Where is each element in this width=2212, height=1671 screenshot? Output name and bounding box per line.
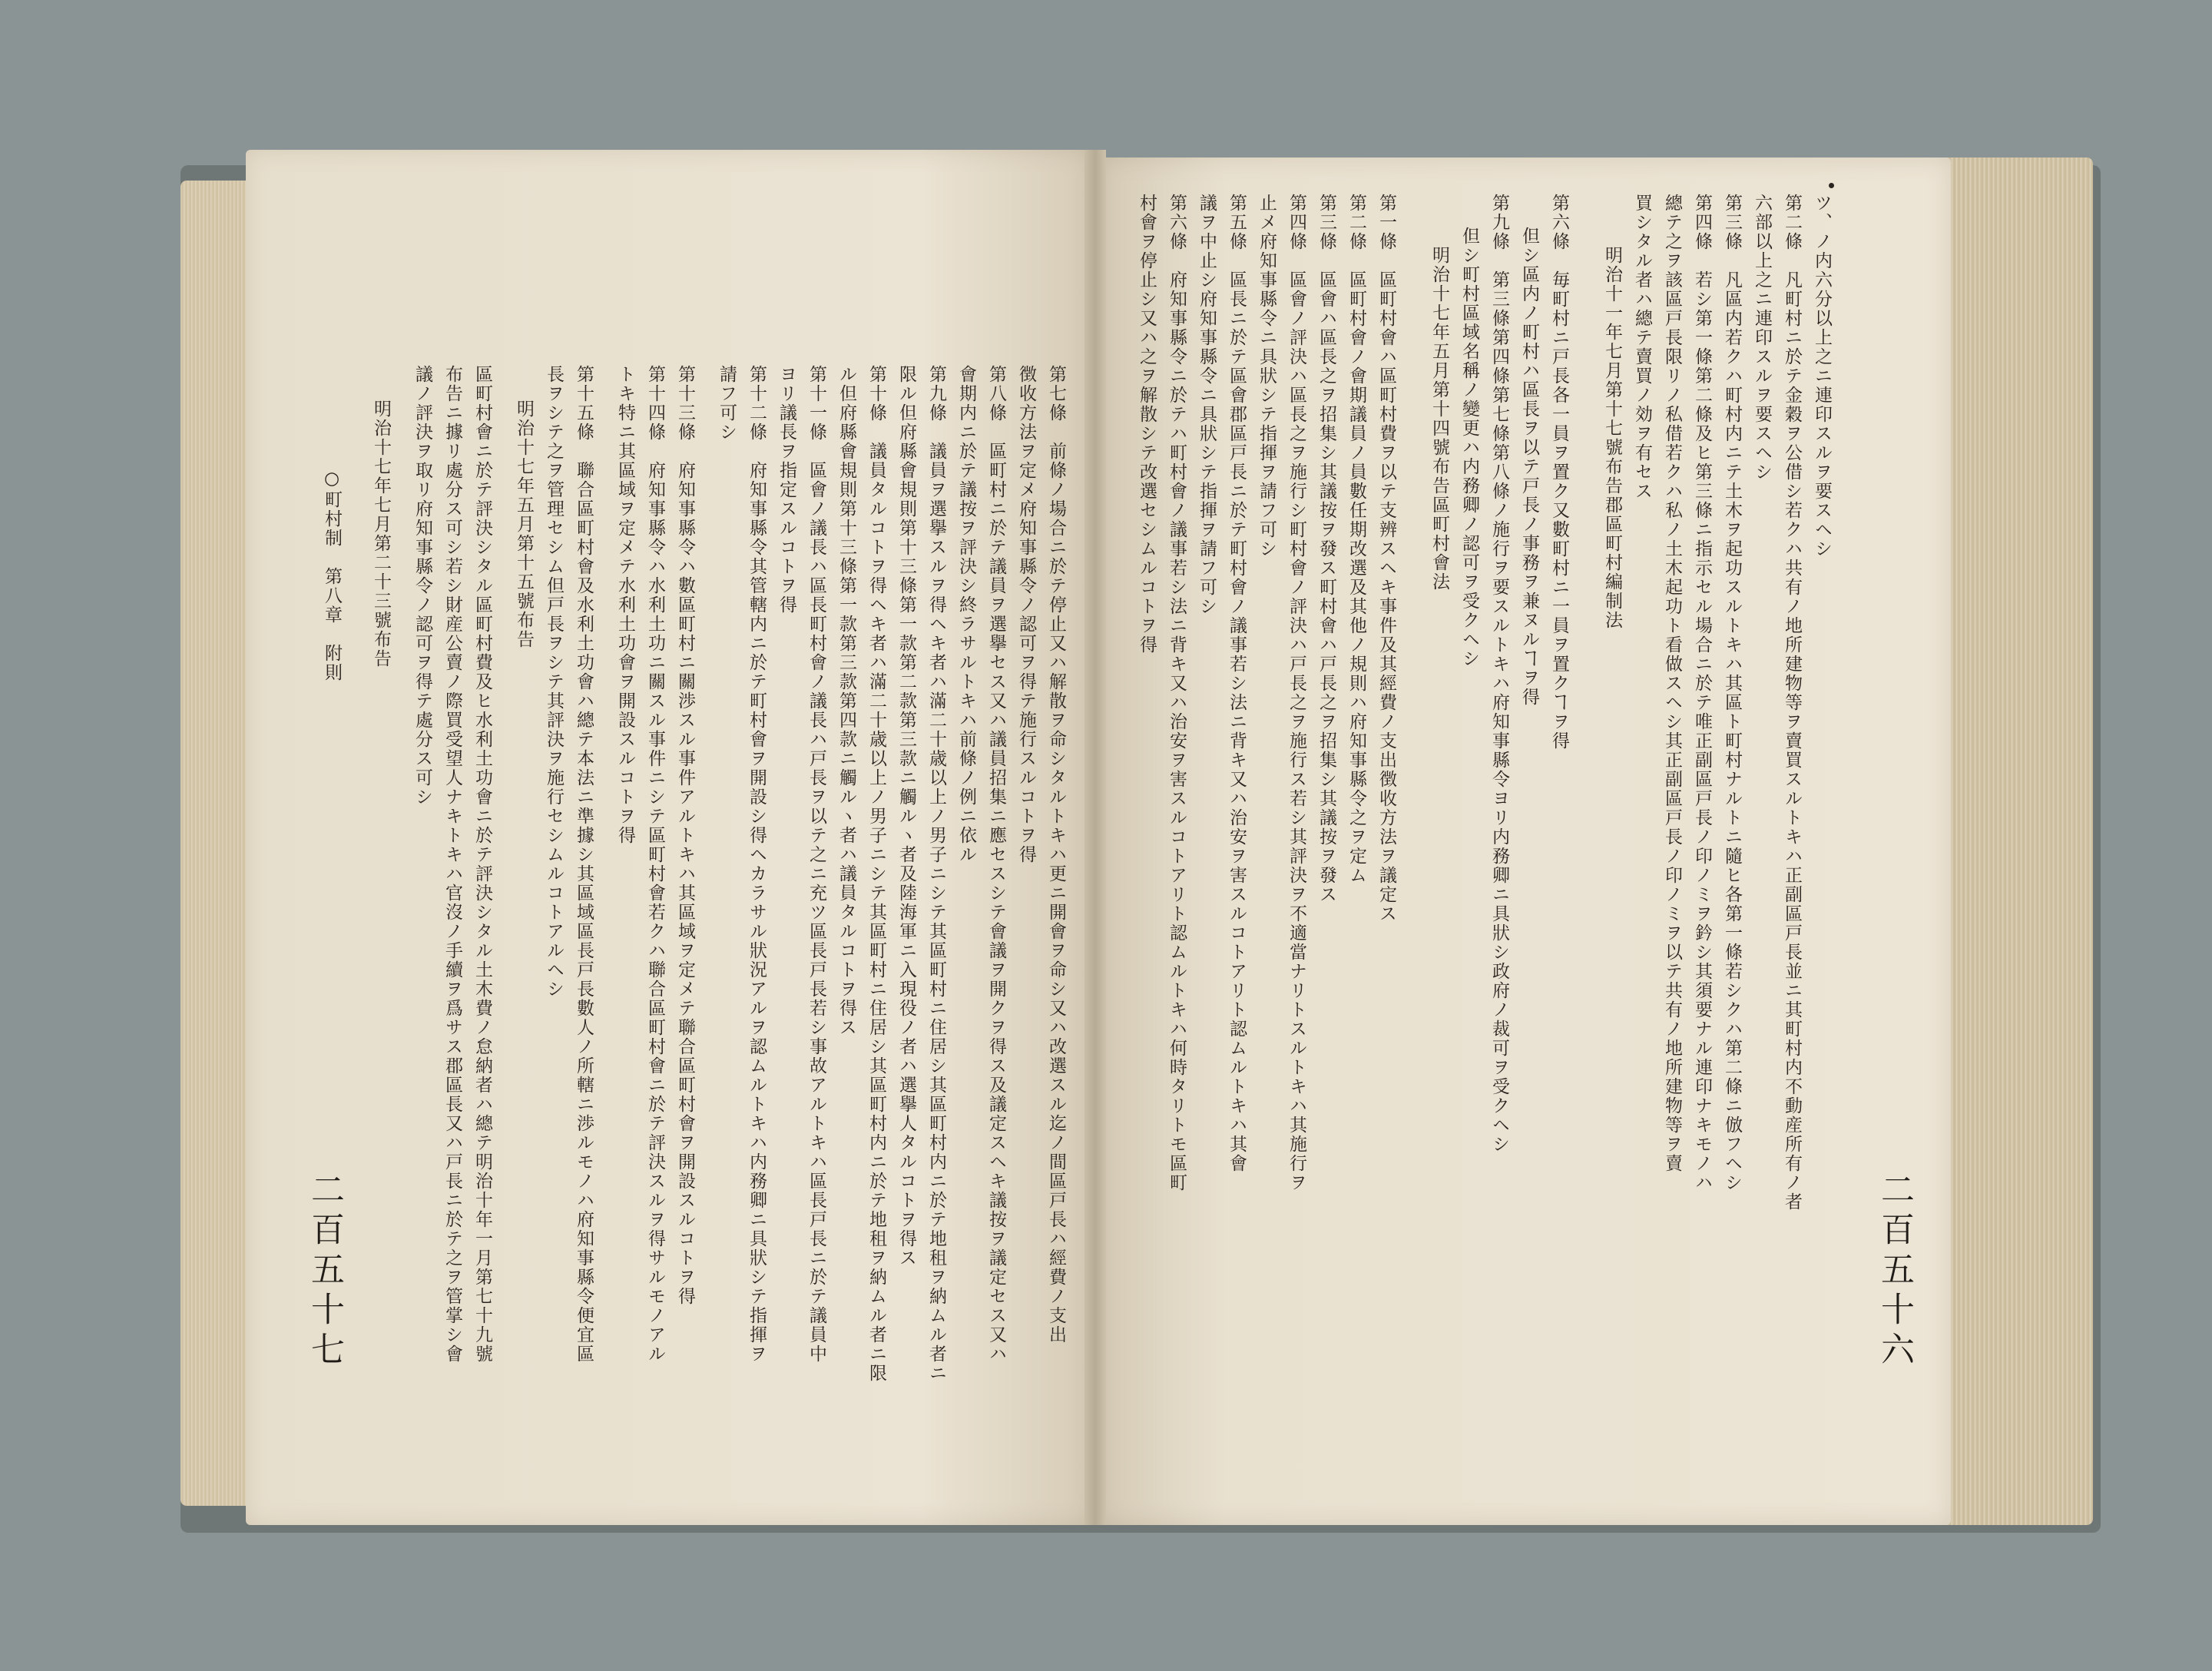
right-line-16: 第三條 區會ハ區長之ヲ招集シ其議按ヲ發ス町村會ハ戸長之ヲ招集シ其議按ヲ發ス <box>1316 194 1336 904</box>
left-line-6: 限ル但府縣會規則第十三條第一款第二款第三款ニ觸ルヽ者及陸海軍ニ入現役ノ者ハ選擧人タルコトヲ得ス <box>896 365 916 1268</box>
right-line-22: 村會ヲ停止シ又ハ之ヲ解散シテ改選セシムルコトヲ得 <box>1137 194 1157 655</box>
right-line-9: 第六條 毎町村ニ戸長各一員ヲ置ク又數町村ニ一員ヲ置クヿヲ得 <box>1549 194 1569 751</box>
left-line-19: 區町村會ニ於テ評決シタル區町村費及ヒ水利土功會ニ於テ評決シタル土木費ノ怠納者ハ總テ明治十年一月第七十九號 <box>472 365 492 1364</box>
print-mark <box>1829 183 1834 188</box>
left-line-7: 第十條 議員タルコトヲ得ヘキ者ハ滿二十歳以上ノ男子ニシテ其區町村ニ住居シ其區町村内ニ於テ地租ヲ納ムル者ニ限 <box>866 365 886 1383</box>
left-line-4: 會期内ニ於テ議按ヲ評決シ終ラサルトキハ前條ノ例ニ依ル <box>956 365 976 864</box>
right-line-18: 止メ府知事縣令ニ具狀シテ指揮ヲ請フ可シ <box>1257 194 1277 559</box>
left-line-16: 第十五條 聯合區町村會及水利土功會ハ總テ本法ニ準據シ其區域區長戸長數人ノ所轄ニ渉ルモノハ府知事縣令便宜區 <box>574 365 594 1364</box>
left-page-edges <box>180 181 253 1506</box>
left-line-11: 第十二條 府知事縣令其管轄内ニ於テ町村會ヲ開設シ得ヘカラサル狀況アルヲ認ムルトキハ内務卿ニ具狀シテ指揮ヲ <box>747 365 767 1364</box>
right-line-15: 第二條 區町村會ノ會期議員ノ員數任期改選及其他ノ規則ハ府知事縣令之ヲ定ム <box>1346 194 1366 885</box>
left-page-number: 二百五十七 <box>305 1172 344 1371</box>
right-page-edges <box>1943 157 2093 1525</box>
right-line-14: 第一條 區町村會ハ區町村費ヲ以テ支辨スヘキ事件及其經費ノ支出徴收方法ヲ議定ス <box>1376 194 1396 923</box>
left-line-5: 第九條 議員ヲ選擧スルヲ得ヘキ者ハ滿二十歳以上ノ男子ニシテ其區町村ニ住居シ其區町村内ニ於テ地租ヲ納ムル者ニ <box>926 365 946 1383</box>
right-line-8: 明治十一年七月第十七號布告郡區町村編制法 <box>1602 246 1622 630</box>
left-line-13: 第十三條 府知事縣令ハ數區町村ニ關渉スル事件アルトキハ其區域ヲ定メテ聯合區町村會ヲ開設スルコトヲ得 <box>675 365 695 1306</box>
left-line-14: 第十四條 府知事縣令ハ水利土功ニ關スル事件ニシテ區町村會若クハ聯合區町村會ニ於テ評決スルヲ得サルモノアル <box>645 365 665 1364</box>
left-line-17: 長ヲシテ之ヲ管理セシム但戸長ヲシテ其評決ヲ施行セシムルコトアルヘシ <box>544 365 564 999</box>
right-line-13: 明治十七年五月第十四號布告區町村會法 <box>1429 246 1449 592</box>
left-line-12: 請フ可シ <box>717 365 737 442</box>
right-line-11: 第九條 第三條第四條第七條第八條ノ施行ヲ要スルトキハ府知事縣令ヨリ内務卿ニ具狀シ政府ノ裁可ヲ受クヘシ <box>1489 194 1509 1154</box>
left-line-20: 布告ニ據リ處分ス可シ若シ財産公賣ノ際買受望人ナキトキハ官沒ノ手續ヲ爲サス郡區長又ハ戸長ニ於テ之ヲ管掌シ會 <box>442 365 462 1364</box>
left-line-8: ル但府縣會規則第十三條第一款第三款第四款ニ觸ルヽ者ハ議員タルコトヲ得ス <box>836 365 856 1037</box>
left-line-1: 第七條 前條ノ場合ニ於テ停止又ハ解散ヲ命シタルトキハ更ニ開會ヲ命シ又ハ改選スル迄ノ間區戸長ハ經費ノ支出 <box>1046 365 1066 1344</box>
right-page-number: 二百五十六 <box>1875 1172 1914 1371</box>
left-line-2: 徴收方法ヲ定メ府知事縣令ノ認可ヲ得テ施行スルコトヲ得 <box>1016 365 1036 864</box>
left-line-3: 第八條 區町村ニ於テ議員ヲ選擧セス又ハ議員招集ニ應セスシテ會議ヲ開クヲ得ス及議定スヘキ議按ヲ議定セス又ハ <box>986 365 1006 1364</box>
left-line-23: ○町村制 第八章 附則 <box>322 469 342 682</box>
left-line-10: ヨリ議長ヲ指定スルコトヲ得 <box>777 365 796 615</box>
right-line-21: 第六條 府知事縣令ニ於テハ町村會ノ議事若シ法ニ背キ又ハ治安ヲ害スルコトアリト認ムルトキハ何時タリトモ區町 <box>1167 194 1187 1192</box>
right-line-17: 第四條 區會ノ評決ハ區長之ヲ施行シ町村會ノ評決ハ戸長之ヲ施行ス若シ其評決ヲ不適當ナリトスルトキハ其施行ヲ <box>1286 194 1306 1192</box>
left-line-18: 明治十七年五月第十五號布告 <box>514 400 534 649</box>
book-gutter <box>1084 150 1106 1525</box>
right-line-19: 第五條 區長ニ於テ區會郡區戸長ニ於テ町村會ノ議事若シ法ニ背キ又ハ治安ヲ害スルコトアリト認ムルトキハ其會 <box>1227 194 1247 1173</box>
right-line-20: 議ヲ中止シ府知事縣令ニ具狀シテ指揮ヲ請フ可シ <box>1197 194 1217 616</box>
right-line-5: 第四條 若シ第一條第二條及ヒ第三條ニ指示セル場合ニ於テ唯正副區戸長ノ印ノミヲ鈐シ其須要ナル連印ナキモノハ <box>1692 194 1712 1192</box>
right-line-10: 但シ區内ノ町村ハ區長ヲ以テ戸長ノ事務ヲ兼ヌルヿヲ得 <box>1519 227 1539 707</box>
right-line-2: 第二條 凡町村ニ於テ金穀ヲ公借シ若クハ共有ノ地所建物等ヲ賣買スルトキハ正副區戸長並ニ其町村内不動産所有ノ者 <box>1782 194 1802 1212</box>
left-line-9: 第十一條 區會ノ議長ハ區長町村會ノ議長ハ戸長ヲ以テ之ニ充ツ區長戸長若シ事故アルトキハ區長戸長ニ於テ議員中 <box>806 365 826 1364</box>
right-line-1: ツ、ノ内六分以上之ニ連印スルヲ要スヘシ <box>1812 194 1832 559</box>
left-line-15: トキ特ニ其區域ヲ定メテ水利土功會ヲ開設スルコトヲ得 <box>615 365 635 845</box>
right-line-6: 總テ之ヲ該區戸長限リノ私借若クハ私ノ土木起功ト看做スヘシ其正副區戸長ノ印ノミヲ以テ共有ノ地所建物等ヲ賣 <box>1662 194 1682 1173</box>
right-line-7: 買シタル者ハ總テ賣買ノ効ヲ有セス <box>1632 194 1652 501</box>
right-line-3: 六部以上之ニ連印スルヲ要スヘシ <box>1752 194 1772 482</box>
right-line-4: 第三條 凡區内若クハ町村内ニテ土木ヲ起功スルトキハ其區ト町村ナルトニ隨ヒ各第一條若シクハ第二條ニ倣フヘシ <box>1722 194 1742 1192</box>
left-line-21: 議ノ評決ヲ取リ府知事縣令ノ認可ヲ得テ處分ス可シ <box>412 365 432 807</box>
right-line-12: 但シ町村區域名稱ノ變更ハ内務卿ノ認可ヲ受クヘシ <box>1459 227 1479 668</box>
left-line-22: 明治十七年七月第二十三號布告 <box>371 400 391 668</box>
